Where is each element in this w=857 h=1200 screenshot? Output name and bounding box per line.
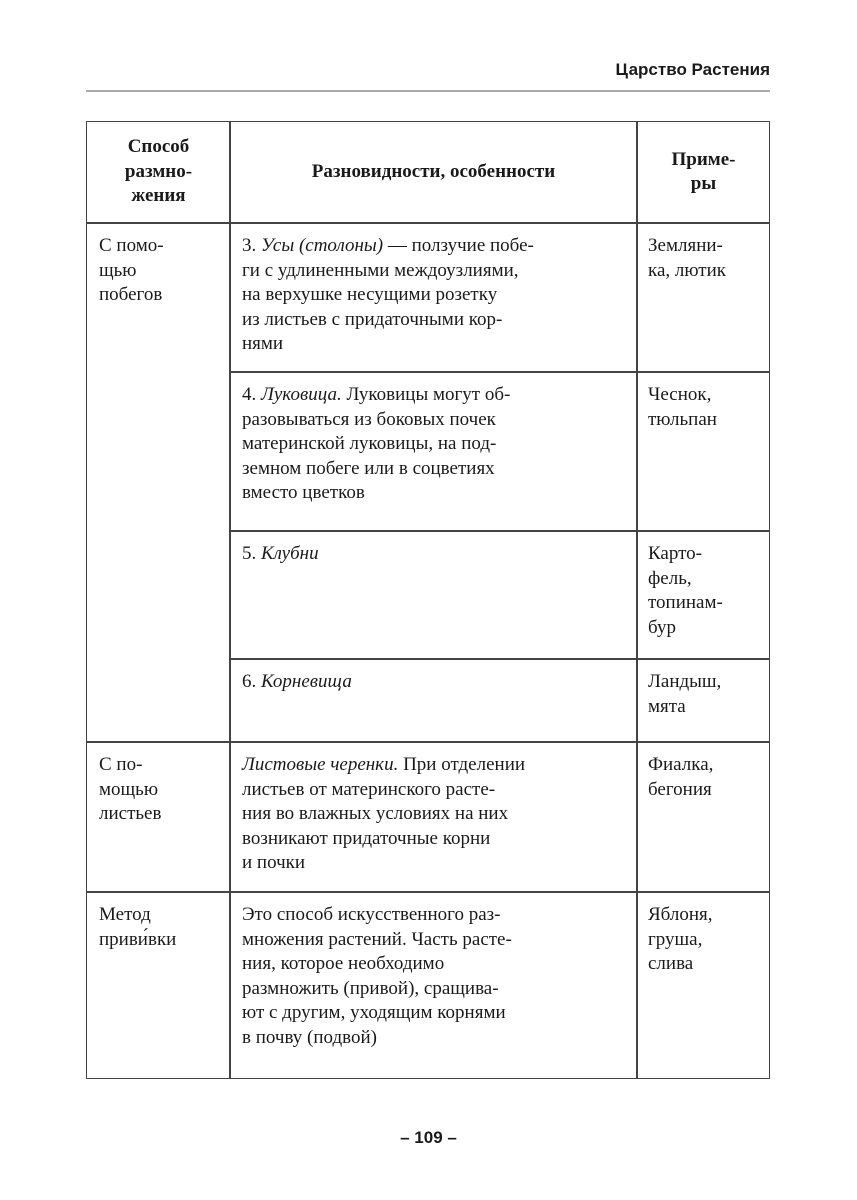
description-runners bbox=[242, 234, 634, 357]
row-divider bbox=[87, 222, 769, 224]
term: Луковица. bbox=[261, 384, 342, 405]
term: Корневища bbox=[261, 671, 352, 692]
examples-grafting: Яблоня, груша, слива bbox=[648, 904, 713, 974]
row-divider bbox=[229, 658, 769, 660]
description-text: Луковицы могут об- разовываться из боковых почек материнской луковицы, на под- земном побеге или в соцветиях вместо цветков bbox=[242, 384, 511, 503]
running-head: Царство Растения bbox=[615, 60, 770, 79]
row-divider bbox=[87, 741, 769, 743]
method-leaves: С по- мощью листьев bbox=[99, 754, 162, 824]
method-grafting: Метод приви́вки bbox=[99, 904, 177, 950]
examples-runners: Земляни- ка, лютик bbox=[648, 235, 727, 281]
header-rule bbox=[86, 90, 770, 92]
description-text: — ползучие побе- ги с удлиненными междоузлиями, на верхушке несущими розетку из листьев с придаточными кор- нями bbox=[242, 235, 534, 354]
row-divider bbox=[229, 530, 769, 532]
term: Усы (столоны) bbox=[261, 235, 384, 256]
header-varieties: Разновидности, особенности bbox=[311, 160, 556, 182]
item-number: 5. bbox=[242, 543, 261, 564]
description-rhizomes bbox=[242, 670, 634, 695]
description-text: При отделении листьев от материнского расте- ния во влажных условиях на них возникают придаточные корни и почки bbox=[242, 754, 526, 873]
description-tubers bbox=[242, 542, 634, 567]
item-number: 6. bbox=[242, 671, 261, 692]
examples-leaf-cuttings: Фиалка, бегония bbox=[648, 754, 714, 800]
item-number: 4. bbox=[242, 384, 261, 405]
examples-rhizomes: Ландыш, мята bbox=[648, 671, 722, 717]
description-grafting: Это способ искусственного раз- множения растений. Часть расте- ния, которое необходимо размножить (привой), сращива- ют с другим, уходящим корнями в почву (подвой) bbox=[242, 904, 512, 1048]
description-bulb bbox=[242, 383, 634, 506]
column-divider bbox=[636, 122, 638, 1078]
header-examples: Приме- ры bbox=[671, 148, 736, 194]
page-number: – 109 – bbox=[400, 1128, 457, 1147]
examples-tubers: Карто- фель, топинам- бур bbox=[648, 543, 723, 638]
row-divider bbox=[87, 891, 769, 893]
method-shoots: С помо- щью побегов bbox=[99, 235, 164, 305]
term: Клубни bbox=[261, 543, 319, 564]
header-method: Способ размно- жения bbox=[124, 136, 193, 207]
row-divider bbox=[229, 371, 769, 373]
column-divider bbox=[229, 122, 231, 1078]
description-leaf-cuttings bbox=[242, 753, 634, 876]
reproduction-table bbox=[86, 121, 770, 1079]
examples-bulb: Чеснок, тюльпан bbox=[648, 384, 717, 430]
term: Листовые черенки. bbox=[242, 754, 399, 775]
item-number: 3. bbox=[242, 235, 261, 256]
